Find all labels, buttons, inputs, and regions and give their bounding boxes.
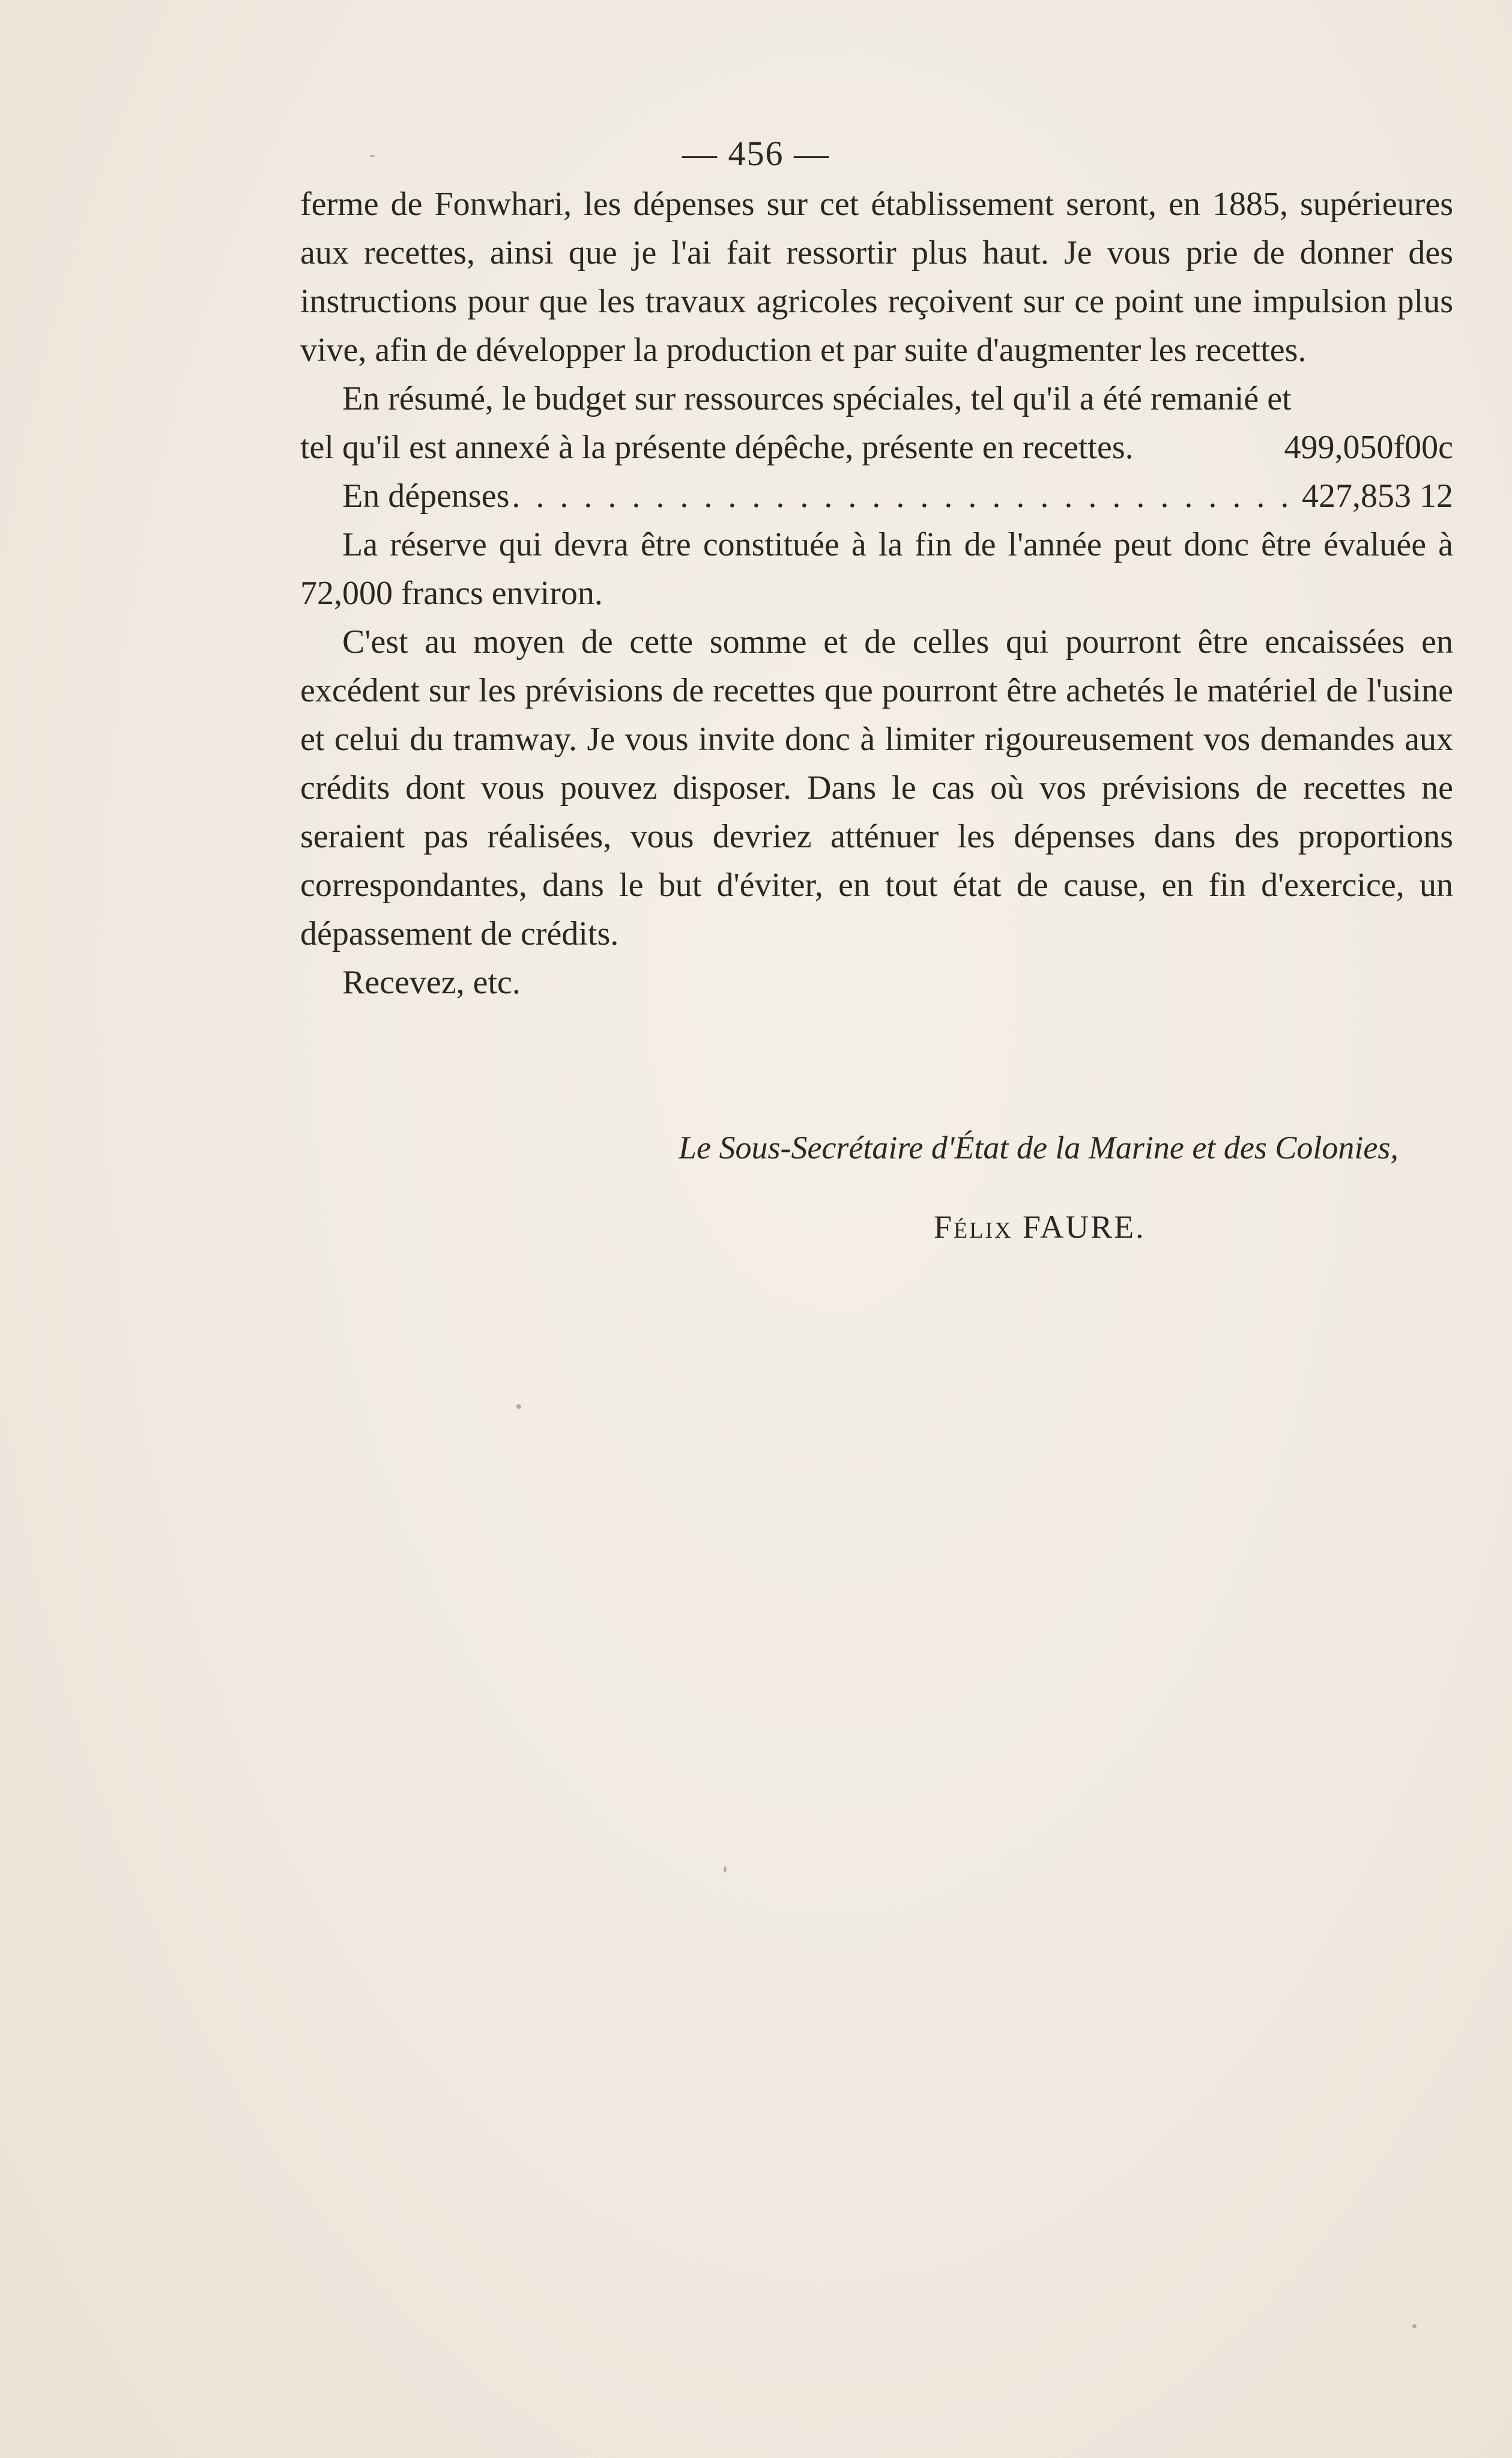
budget-intro-text: En résumé, le budget sur ressources spéciales, tel qu'il a été remanié et xyxy=(342,380,1292,417)
closing-formula: Recevez, etc. xyxy=(342,964,521,1001)
signature-name: Félix FAURE. xyxy=(934,1209,1146,1245)
paper-speck xyxy=(516,1404,521,1409)
signature-title: Le Sous-Secrétaire d'État de la Marine et des Colonies, xyxy=(679,1130,1399,1166)
paper-speck xyxy=(724,1866,727,1872)
recettes-label: tel qu'il est annexé à la présente dépêche, présente en recettes. xyxy=(300,429,1134,466)
recettes-line xyxy=(300,423,1453,472)
paragraph-reserve: La réserve qui devra être constituée à la fin de l'année peut donc être évaluée à 72,000 francs environ. xyxy=(300,526,1453,612)
letter-body xyxy=(300,180,1453,1007)
depenses-label: En dépenses xyxy=(342,477,510,515)
page-number: — 456 — xyxy=(682,134,830,173)
dot-leader xyxy=(509,472,1291,521)
budget-summary xyxy=(300,375,1453,521)
depenses-amount: 427,853 12 xyxy=(1302,477,1453,515)
paper-speck xyxy=(1412,2324,1417,2328)
depenses-line xyxy=(300,472,1453,521)
recettes-amount: 499,050f00c xyxy=(1284,429,1453,466)
paragraph-fonwhari: ferme de Fonwhari, les dépenses sur cet établissement seront, en 1885, supérieures aux recettes, ainsi que je l'ai fait ressortir plus haut. Je vous prie de donner des instructions pour que les travaux agricoles reçoivent sur ce point une impulsion plus vive, afin de développer la production et par suite d'augmenter les recettes. xyxy=(300,186,1453,369)
paper-speck xyxy=(369,155,375,157)
budget-intro-line xyxy=(300,375,1453,423)
paragraph-materiel: C'est au moyen de cette somme et de celles qui pourront être encaissées en excédent sur les prévisions de recettes que pourront être achetés le matériel de l'usine et celui du tramway. Je vous invite donc à limiter rigoureusement vos demandes aux crédits dont vous pouvez disposer. Dans le cas où vos prévisions de recettes ne seraient pas réalisées, vous devriez atténuer les dépenses dans des proportions correspondantes, dans le but d'éviter, en tout état de cause, en fin d'exercice, un dépassement de crédits. xyxy=(300,623,1453,952)
